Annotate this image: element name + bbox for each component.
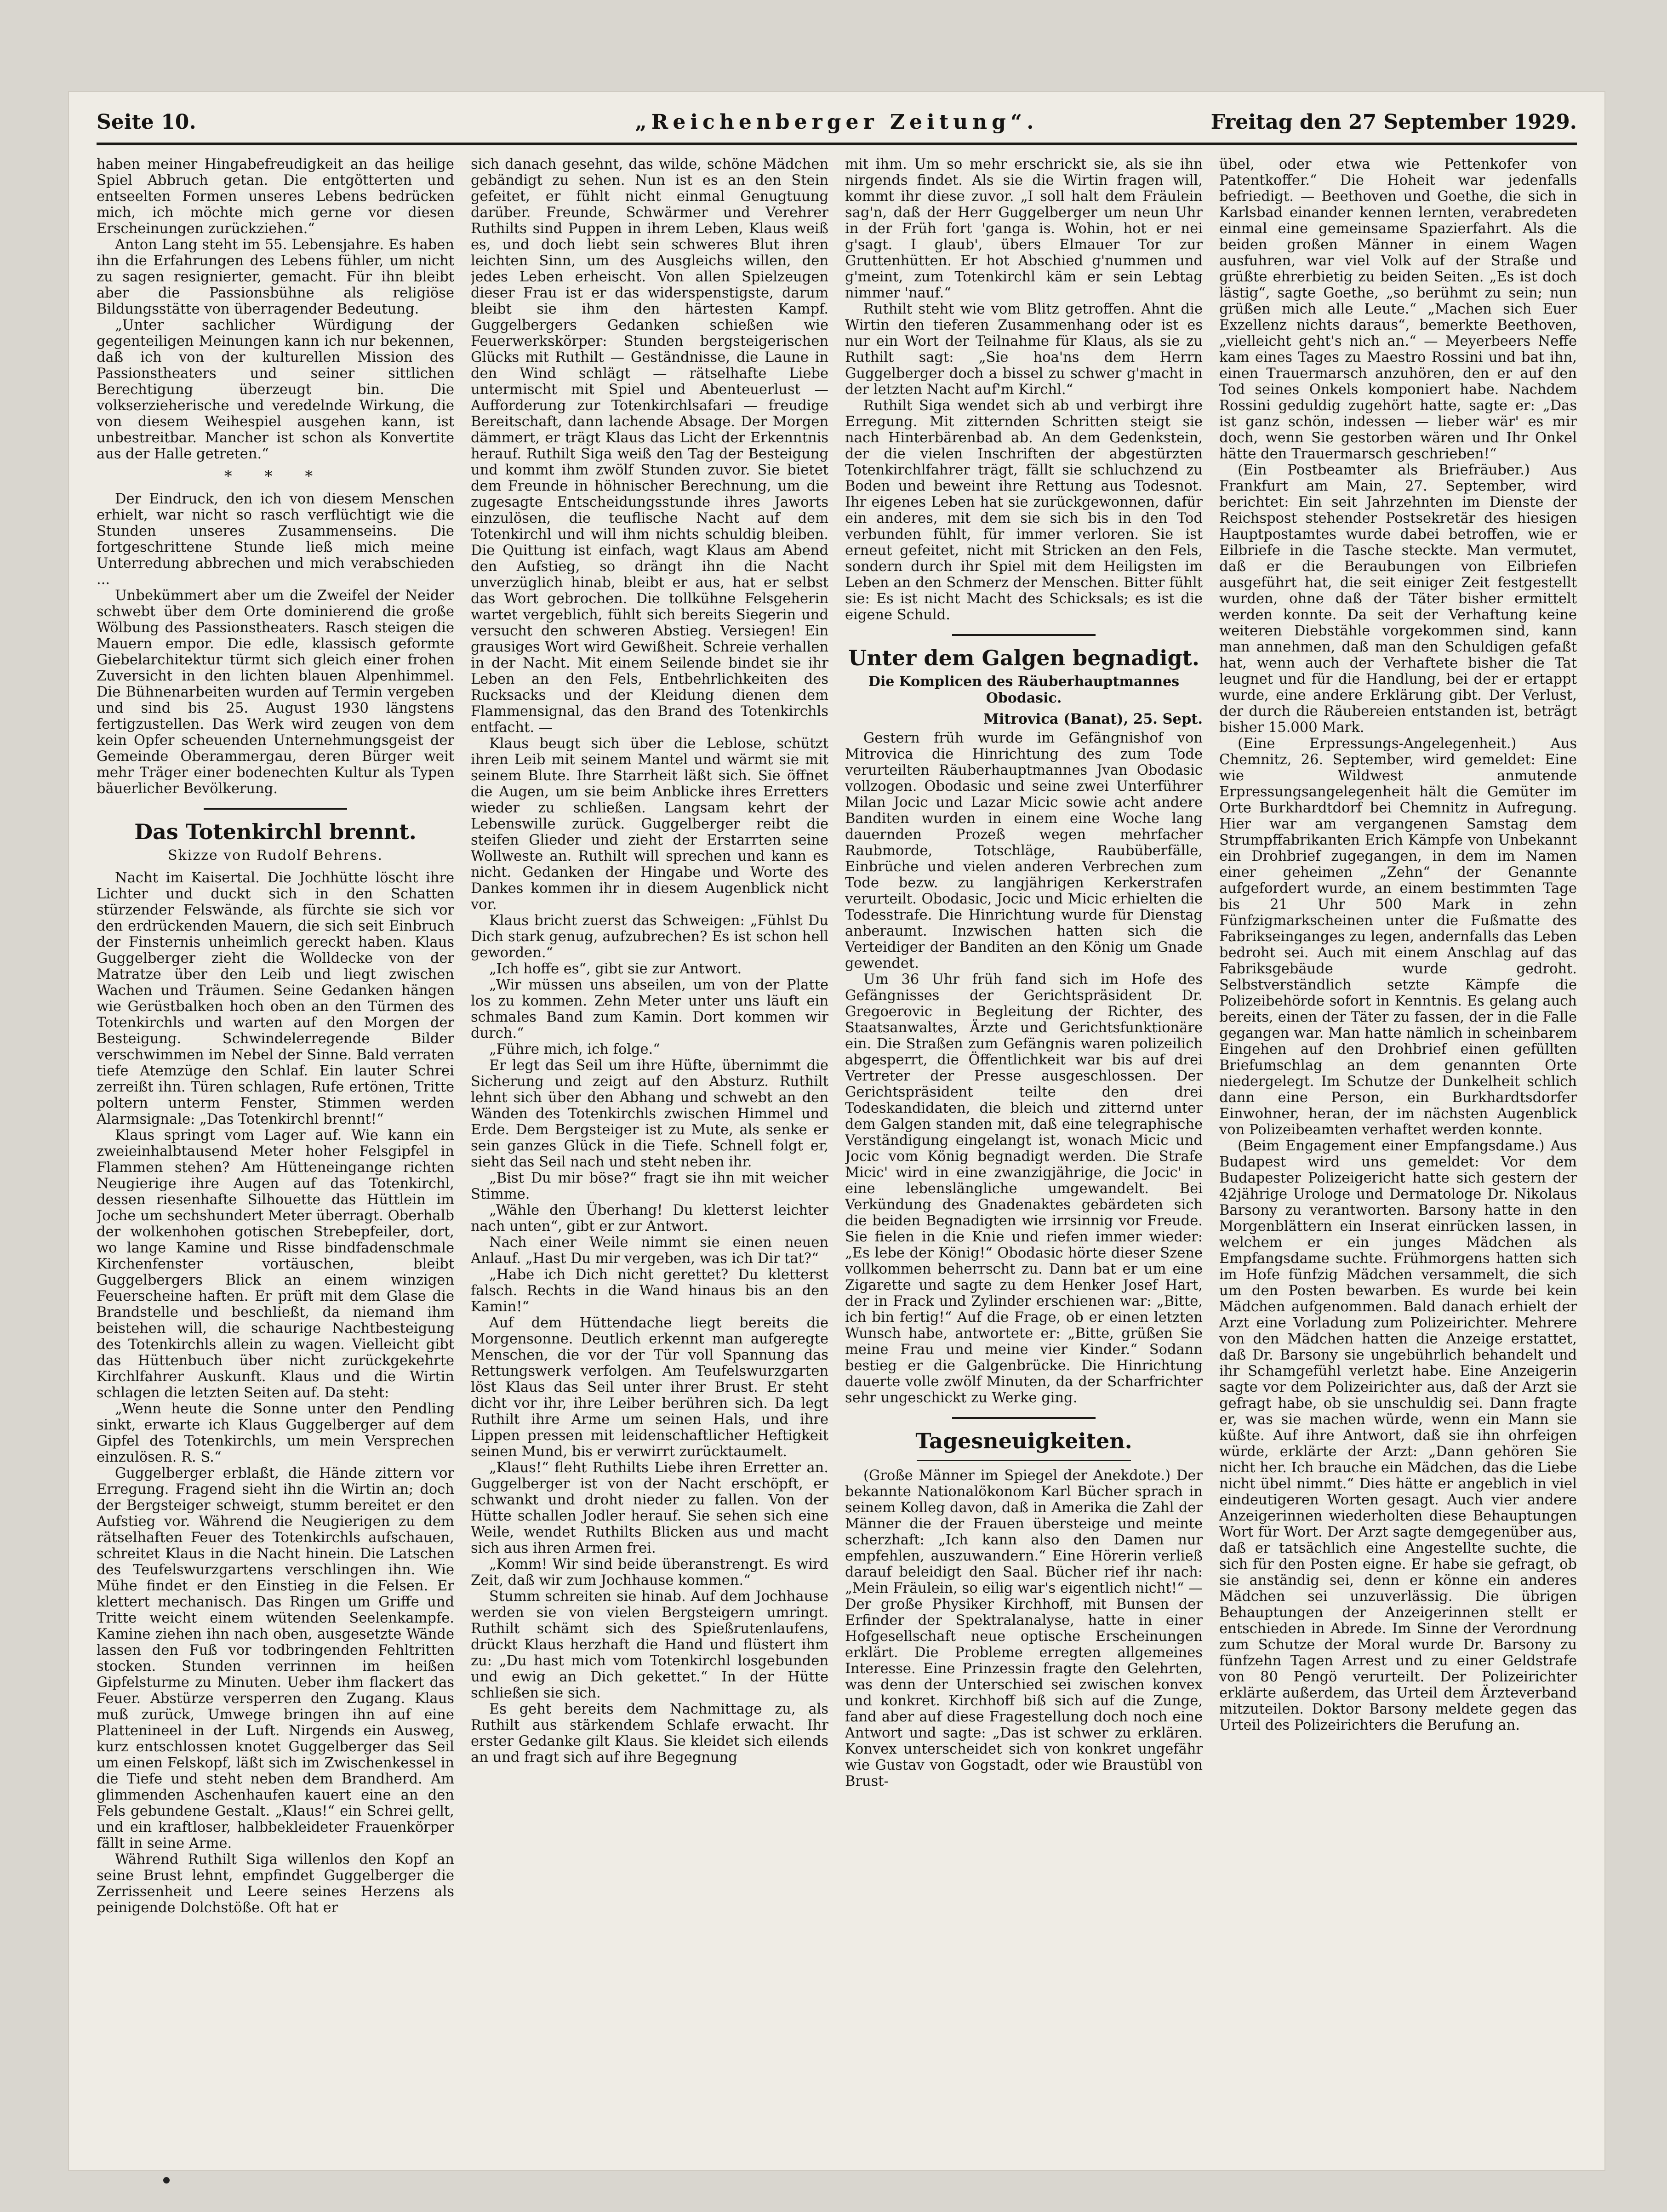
column-4 — [1219, 156, 1577, 2143]
paragraph: „Ich hoffe es“, gibt sie zur Antwort. — [489, 961, 742, 977]
article-separator — [952, 634, 1095, 636]
paragraph: haben meiner Hingabefreudigkeit an das heilige Spiel Abbruch getan. Die entgötterten und entseelten Formen unseres Lebens bedrücken mich, ich möchte mich gerne vor diesen Erscheinungen zurückziehen.“ — [97, 156, 454, 237]
paragraph: Klaus beugt sich über die Leblose, schützt ihren Leib mit seinem Mantel und wärmt sie mit seinem Blute. Ihre Starrheit läßt sich. Sie öffnet die Augen, um sie beim Anblicke ihres Erretters wieder zu schließen. Langsam kehrt der Lebenswille zurück. Guggelberger reibt die steifen Glieder und zieht der Erstarrten seine Wollweste an. Ruthilt will sprechen und kann es nicht. Gedanken der Hingabe und Worte des Dankes kommen ihr in diesem Augenblick nicht vor. — [471, 736, 828, 913]
paragraph: Anton Lang steht im 55. Lebensjahre. Es haben ihn die Erfahrungen des Lebens fühler, um nicht zu sagen resignierter, gemacht. Für ihn bleibt aber die Passionsbühne als religiöse Bildungsstätte von überragender Bedeutung. — [97, 237, 454, 317]
paragraph: „Klaus!“ fleht Ruthilts Liebe ihren Erretter an. Guggelberger ist von der Nacht erschöpft, er schwankt und droht nieder zu fallen. Von der Hütte schallen Jodler herauf. Sie sehen sich eine Weile, wendet Ruthilts Blicken aus und macht sich aus ihren Armen frei. — [471, 1460, 828, 1556]
title-underline — [917, 1460, 1131, 1461]
paragraph: sich danach gesehnt, das wilde, schöne Mädchen gebändigt zu sehen. Nun ist es an den Stein gefeitet, er fühlt nicht einmal Genugtuung darüber. Freunde, Schwärmer und Verehrer Ruthilts sind Puppen in ihrem Leben, Klaus weiß es, und doch liebt sein schweres Blut ihren leichten Sinn, um des Ausgleichs willen, den jedes Leben erheischt. Von allen Spielzeugen dieser Frau ist er das widerspenstigste, darum bleibt sie ihm den härtesten Kampf. Guggelbergers Gedanken schießen wie Feuerwerkskörper: Stunden bergsteigerischen Glücks mit Ruthilt — Geständnisse, die Laune in den Wind schlägt — rätselhafte Liebe untermischt mit Spiel und Abenteuerlust — Aufforderung zur Totenkirchlsafari — freudige Bereitschaft, dann lachende Absage. Der Morgen dämmert, er trägt Klaus das Licht der Erkenntnis herauf. Ruthilt Siga weiß den Tag der Besteigung und kommt ihm zwölf Stunden zuvor. Sie bietet dem Freunde in höhnischer Berechnung, um die zugesagte Entscheidungsstunde ihres Jaworts einzulösen, die teuflische Nacht auf dem Totenkirchl und will ihm nichts schuldig bleiben. Die Quittung ist einfach, wagt Klaus am Abend den Aufstieg, so drängt ihn die Nacht unverzüglich hinab, bleibt er aus, hat er selbst das Wort gebrochen. Die tollkühne Felsgeherin wartet vergeblich, fühlt sich bereits Siegerin und versucht den schweren Abstieg. Versiegen! Ein grausiges Wort wird Gewißheit. Schreie verhallen in der Nacht. Mit einem Seilende bindet sie ihr Leben an den Fels, Entbehrlichkeiten des Rucksacks und der Kleidung dienen dem Flammensignal, das den Brand des Totenkirchls entfacht. — — [471, 156, 828, 736]
paragraph: Er legt das Seil um ihre Hüfte, übernimmt die Sicherung und zeigt auf den Absturz. Ruthilt lehnt sich über den Abhang und schwebt an den Wänden des Totenkirchls zwischen Himmel und Erde. Dem Bergsteiger ist zu Mute, als senke er sein ganzes Glück in die Tiefe. Schnell folgt er, sieht das Seil nach und steht neben ihr. — [471, 1057, 828, 1170]
paragraph: „Unter sachlicher Würdigung der gegenteiligen Meinungen kann ich nur bekennen, daß ich von der kulturellen Mission des Passionstheaters und seiner sittlichen Berechtigung überzeugt bin. Die volkserzieherische und veredelnde Wirkung, die von diesem Weihespiel ausgehen kann, ist unbestreitbar. Mancher ist schon als Konvertite aus der Halle getreten.“ — [97, 317, 454, 462]
column-2 — [471, 156, 828, 2143]
paragraph: „Wenn heute die Sonne unter den Pendling sinkt, erwarte ich Klaus Guggelberger auf dem Gipfel des Totenkirchls, um mein Versprechen einzulösen. R. S.“ — [97, 1401, 454, 1465]
paragraph: (Große Männer im Spiegel der Anekdote.) Der bekannte Nationalökonom Karl Bücher sprach in seinem Kolleg davon, daß in Amerika die Zahl der Männer die der Frauen übersteige und meinte scherzhaft: „Ich kann also den Damen nur empfehlen, auszuwandern.“ Eine Hörerin verließ darauf beleidigt den Saal. Bücher rief ihr nach: „Mein Fräulein, so eilig war's eigentlich nicht!“ — Der große Physiker Kirchhoff, mit Bunsen der Erfinder der Spektralanalyse, hatte in einer Hofgesellschaft neue optische Erscheinungen erklärt. Die Probleme erregten allgemeines Interesse. Eine Prinzessin fragte den Gelehrten, was denn der Unterschied sei zwischen konvex und konkret. Kirchhoff biß sich auf die Zunge, fand aber auf diese Fragestellung doch noch eine Antwort und sagte: „Das ist schwer zu erklären. Konvex unterscheidet sich von konkret ungefähr wie Gustav von Gogstadt, oder wie Braustübl von Brust- — [845, 1468, 1203, 1789]
column-1 — [97, 156, 454, 2143]
section-title: Tagesneuigkeiten. — [915, 1429, 1132, 1453]
paragraph: Klaus bricht zuerst das Schweigen: „Fühlst Du Dich stark genug, aufzubrechen? Es ist schon hell geworden.“ — [471, 913, 828, 961]
paragraph: Während Ruthilt Siga willenlos den Kopf an seine Brust lehnt, empfindet Guggelberger die Zerrissenheit und Leere seines Herzens als peinigende Dolchstöße. Oft hat er — [97, 1852, 454, 1916]
paragraph: „Führe mich, ich folge.“ — [489, 1041, 660, 1057]
paragraph: „Komm! Wir sind beide überanstrengt. Es wird Zeit, daß wir zum Jochhause kommen.“ — [471, 1556, 828, 1589]
article-subtitle: Die Komplicen des Räuberhauptmannes Obodasic. — [868, 674, 1180, 706]
columns — [97, 156, 1577, 2143]
article-byline: Skizze von Rudolf Behrens. — [168, 847, 383, 863]
article-separator — [204, 808, 347, 810]
section-divider-stars: * * * — [224, 467, 327, 486]
paragraph: Stumm schreiten sie hinab. Auf dem Jochhause werden sie von vielen Bergsteigern umringt. Ruthilt schämt sich des Spießrutenlaufens, drückt Klaus herzhaft die Hand und flüstert ihm zu: „Du hast mich vom Totenkirchl losgebunden und ewig an Dich gekettet.“ In der Hütte schließen sie sich. — [471, 1589, 828, 1701]
paragraph: Um 36 Uhr früh fand sich im Hofe des Gefängnisses der Gerichtspräsident Dr. Gregoerovic in Begleitung der Richter, des Staatsanwaltes, Ärzte und Gerichtsfunktionäre ein. Die Straßen zum Gefängnis waren polizeilich abgesperrt, die Öffentlichkeit war bis auf drei Vertreter der Presse ausgeschlossen. Der Gerichtspräsident teilte den drei Todeskandidaten, die bleich und zitternd unter dem Galgen standen mit, daß eine telegraphische Verständigung eingelangt ist, wonach Micic und Jocic vom König begnadigt werden. Die Strafe Micic' wird in eine zwanzigjährige, die Jocic' in eine lebenslängliche umgewandelt. Bei Verkündung des Gnadenaktes gebärdeten sich die beiden Begnadigten wie irrsinnig vor Freude. Sie fielen in die Knie und riefen immer wieder: „Es lebe der König!“ Obodasic hörte dieser Szene vollkommen beherrscht zu. Dann bat er um eine Zigarette und sagte zu dem Henker Josef Hart, der in Frack und Zylinder erschienen war: „Bitte, ich bin fertig!“ Auf die Frage, ob er einen letzten Wunsch habe, antwortete er: „Bitte, grüßen Sie meine Frau und meine vier Kinder.“ Sodann bestieg er die Galgenbrücke. Die Hinrichtung dauerte volle zwölf Minuten, da der Scharfrichter sehr ungeschickt zu Werke ging. — [845, 972, 1203, 1406]
paragraph: Nach einer Weile nimmt sie einen neuen Anlauf. „Hast Du mir vergeben, was ich Dir tat?“ — [471, 1235, 828, 1267]
paragraph: Ruthilt steht wie vom Blitz getroffen. Ahnt die Wirtin den tieferen Zusammenhang oder ist es nur ein Wort der Teilnahme für Klaus, als sie zu Ruthilt sagt: „Sie hoa'ns dem Herrn Guggelberger doch a bissel zu schwer g'macht in der letzten Nacht auf'm Kirchl.“ — [845, 301, 1203, 398]
paragraph: (Beim Engagement einer Empfangsdame.) Aus Budapest wird uns gemeldet: Vor dem Budapester Polizeigericht hatte sich gestern der 42jährige Urologe und Dermatologe Dr. Nikolaus Barsony zu verantworten. Barsony hatte in den Morgenblättern ein Inserat einrücken lassen, in welchem er ein junges Mädchen als Empfangsdame suchte. Frühmorgens hatten sich im Hofe fünfzig Mädchen versammelt, die sich um den Posten bewarben. Es wurde bei kein Mädchen aufgenommen. Bald danach erhielt der Arzt eine Vorladung zum Polizeirichter. Mehrere von den Mädchen hatten die Anzeige erstattet, daß Dr. Barsony sie ungebührlich behandelt und ihr Schamgefühl verletzt habe. Eine Anzeigerin sagte vor dem Polizeirichter aus, daß der Arzt sie gefragt habe, ob sie unschuldig sei. Dann fragte er, was sie machen würde, wenn ein Mann sie küßte. Auf ihre Antwort, daß sie ihn ohrfeigen würde, erklärte der Arzt: „Dann gehören Sie nicht her. Ich brauche ein Mädchen, das die Liebe nicht übel nimmt.“ Dies hätte er angeblich in viel eindeutigeren Worten gesagt. Auch vier andere Anzeigerinnen wiederholten diese Behauptungen Wort für Wort. Der Arzt sagte demgegenüber aus, daß er tatsächlich eine Angestellte suchte, die sich für den Posten eigne. Er habe sie gefragt, ob sie anständig sei, denn er könne ein anderes Mädchen sei unzuverlässig. Die übrigen Behauptungen der Anzeigerinnen stellt er entschieden in Abrede. Im Sinne der Verordnung zum Schutze der Moral wurde Dr. Barsony zu fünfzehn Tagen Arrest und zu einer Geldstrafe von 80 Pengö verurteilt. Der Polizeirichter erklärte außerdem, das Urteil dem Ärzteverband mitzuteilen. Doktor Barsony meldete gegen das Urteil des Polizeirichters die Berufung an. — [1219, 1138, 1577, 1733]
newspaper-name: „Reichenberger Zeitung“. — [635, 110, 1039, 134]
article-dateline: Mitrovica (Banat), 25. Sept. — [983, 711, 1203, 727]
article-separator — [952, 1417, 1095, 1419]
paragraph: „Wähle den Überhang! Du kletterst leichter nach unten“, gibt er zur Antwort. — [471, 1202, 828, 1235]
paragraph: Der Eindruck, den ich von diesem Menschen erhielt, war nicht so rasch verflüchtigt wie die Stunden unseres Zusammenseins. Die fortgeschrittene Stunde ließ mich meine Unterredung abbrechen und mich verabschieden ... — [97, 491, 454, 588]
paragraph: übel, oder etwa wie Pettenkofer von Patentkoffer.“ Die Hoheit war jedenfalls befriedigt. — Beethoven und Goethe, die sich in Karlsbad einander kennen lernten, verabredeten einmal eine gemeinsame Spazierfahrt. Als die beiden großen Männer in einem Wagen ausfuhren, war viel Volk auf der Straße und grüßte ehrerbietig zu beiden Seiten. „Es ist doch lästig“, sagte Goethe, „so berühmt zu sein; nun grüßen mich alle Leute.“ „Machen sich Euer Exzellenz nichts daraus“, bemerkte Beethoven, „vielleicht geht's nich an.“ — Meyerbeers Neffe kam eines Tages zu Maestro Rossini und bat ihn, einen Trauermarsch anzuhören, den er auf den Tod seines Onkels komponiert habe. Nachdem Rossini geduldig zugehört hatte, sagte er: „Das ist ganz schön, indessen — lieber wär' es mir doch, wenn Sie gestorben wären und Ihr Onkel hätte den Trauermarsch geschrieben!“ — [1219, 156, 1577, 462]
paragraph: Klaus springt vom Lager auf. Wie kann ein zweieinhalbtausend Meter hoher Felsgipfel in Flammen stehen? Am Hütteneingange richten Neugierige ihre Augen auf das Totenkirchl, dessen riesenhafte Silhouette das Hüttlein im Joche um sechshundert Meter überragt. Oberhalb der wolkenhohen gotischen Strebepfeiler, dort, wo lange Kamine und Risse bindfadenschmale Kirchenfenster vortäuschen, bleibt Guggelbergers Blick an einem winzigen Feuerscheine haften. Er prüft mit dem Glase die Brandstelle und beschließt, da niemand ihm beistehen will, die schaurige Nachtbesteigung des Totenkirchls allein zu wagen. Vielleicht gibt das Hüttenbuch über nicht zurückgekehrte Kirchlfahrer Auskunft. Klaus und die Wirtin schlagen die letzten Seiten auf. Da steht: — [97, 1127, 454, 1401]
paragraph: „Wir müssen uns abseilen, um von der Platte los zu kommen. Zehn Meter unter uns läuft ein schmales Band zum Kamin. Dort kommen wir durch.“ — [471, 977, 828, 1041]
page-header — [97, 110, 1577, 147]
paragraph: Auf dem Hüttendache liegt bereits die Morgensonne. Deutlich erkennt man aufgeregte Menschen, die vor der Tür voll Spannung das Rettungswerk verfolgen. Am Teufelswurzgarten löst Klaus das Seil unter ihrer Brust. Er steht dicht vor ihr, ihre Leiber berühren sich. Da legt Ruthilt ihre Arme um seinen Hals, und ihre Lippen pressen mit leidenschaftlicher Heftigkeit seinen Mund, bis er verwirrt zurücktaumelt. — [471, 1315, 828, 1460]
paragraph: Guggelberger erblaßt, die Hände zittern vor Erregung. Fragend sieht ihn die Wirtin an; doch der Bergsteiger schweigt, stumm bereitet er den Aufstieg vor. Während die Neugierigen zu dem rätselhaften Feuer des Totenkirchls aufschauen, schreitet Klaus in die Nacht hinein. Die Latschen des Teufelswurzgartens verschlingen ihn. Wie Mühe findet er den Einstieg in die Felsen. Er klettert mechanisch. Das Ringen um Griffe und Tritte weicht einem wütenden Seelenkampfe. Kamine ziehen ihn nach oben, ausgesetzte Wände lassen den Fuß vor todbringenden Fehltritten stocken. Stunden verrinnen im heißen Gipfelsturme zu Minuten. Ueber ihm flackert das Feuer. Abstürze versperren den Zugang. Klaus muß zurück, Umwege bringen ihn auf eine Plattenineel in der Luft. Nirgends ein Ausweg, kurz entschlossen knotet Guggelberger das Seil um einen Felskopf, läßt sich im Zwischenkessel in die Tiefe und steht neben dem Brandherd. Am glimmenden Aschenhaufen kauert eine an den Fels gebundene Gestalt. „Klaus!“ ein Schrei gellt, und ein kraftloser, halbbekleideter Frauenkörper fällt in seine Arme. — [97, 1465, 454, 1852]
paragraph: Es geht bereits dem Nachmittage zu, als Ruthilt aus stärkendem Schlafe erwacht. Ihr erster Gedanke gilt Klaus. Sie kleidet sich eilends an und fragt sich auf ihre Begegnung — [471, 1701, 828, 1766]
paragraph: Nacht im Kaisertal. Die Jochhütte löscht ihre Lichter und duckt sich in den Schatten stürzender Felswände, als fürchte sie sich vor den erdrückenden Mauern, die sich seit Einbruch der Finsternis unheimlich gereckt haben. Klaus Guggelberger zieht die Wolldecke von der Matratze über den Leib und liegt zwischen Wachen und Träumen. Seine Gedanken hängen wie Gerüstbalken hoch oben an den Türmen des Totenkirchls und warten auf den Morgen der Besteigung. Schwindelerregende Bilder verschwimmen im Nebel der Sinne. Bald verraten tiefe Atemzüge den Schlaf. Ein lauter Schrei zerreißt ihn. Türen schlagen, Rufe ertönen, Tritte poltern unterm Fenster, Stimmen werden Alarmsignale: „Das Totenkirchl brennt!“ — [97, 870, 454, 1127]
paragraph: mit ihm. Um so mehr erschrickt sie, als sie ihn nirgends findet. Als sie die Wirtin fragen will, kommt ihr diese zuvor. „I soll halt dem Fräulein sag'n, daß der Herr Guggelberger um neun Uhr in der Früh fort 'ganga is. Wohin, hot er nei g'sagt. I glaub', übers Elmauer Tor zur Gruttenhütten. Er hot Abschied g'nummen und g'meint, zum Totenkirchl käm er sein Lebtag nimmer 'nauf.“ — [845, 156, 1203, 301]
paragraph: Ruthilt Siga wendet sich ab und verbirgt ihre Erregung. Mit zitternden Schritten steigt sie nach Hinterbärenbad ab. An dem Gedenkstein, der die vielen Inschriften der abgestürzten Totenkirchlfahrer trägt, fällt sie schluchzend zu Boden und beweint ihre Rettung aus Todesnot. Ihr eigenes Leben hat sie zurückgewonnen, dafür ein anderes, mit dem sie sich bis in den Tod verbunden fühlt, für immer verloren. Sie ist erneut gefeitet, nicht mit Stricken an den Fels, sondern durch ihr Spiel mit dem Heiligsten im Leben an den Schmerz der Menschen. Bitter fühlt sie: Es ist nicht Macht des Schicksals; es ist die eigene Schuld. — [845, 398, 1203, 623]
article-title: Das Totenkirchl brennt. — [134, 819, 417, 844]
scan-dot — [163, 2177, 170, 2183]
newspaper-page — [69, 92, 1604, 2170]
paragraph: „Habe ich Dich nicht gerettet? Du kletterst falsch. Rechts in die Wand hinaus bis an den Kamin!“ — [471, 1267, 828, 1315]
page-number: Seite 10. — [97, 110, 196, 134]
header-rule — [97, 143, 1577, 145]
paragraph: Unbekümmert aber um die Zweifel der Neider schwebt über dem Orte dominierend die große Wölbung des Passionstheaters. Rasch steigen die Mauern empor. Die edle, klassisch geformte Giebelarchitektur türmt sich gleich einer frohen Zuversicht in den lichten blauen Alpenhimmel. Die Bühnenarbeiten wurden auf Termin vergeben und sind bis 25. August 1930 längstens fertigzustellen. Das Werk wird zeugen von dem kein Opfer scheuenden Unternehmungsgeist der Gemeinde Oberammergau, deren Bürger weit mehr Träger einer bodenechten Kultur als Typen bäuerlicher Bevölkerung. — [97, 588, 454, 797]
paragraph: Gestern früh wurde im Gefängnishof von Mitrovica die Hinrichtung des zum Tode verurteilten Räuberhauptmannes Jvan Obodasic vollzogen. Obodasic und seine zwei Unterführer Milan Jocic und Lazar Micic sowie acht andere Banditen wurden in einem eine Woche lang dauernden Prozeß wegen mehrfacher Raubmorde, Totschläge, Raubüberfälle, Einbrüche und vielen anderen Verbrechen zum Tode bezw. zu langjährigen Kerkerstrafen verurteilt. Obodasic, Jocic und Micic erhielten die Todesstrafe. Die Hinrichtung wurde für Dienstag anberaumt. Inzwischen hatten sich die Verteidiger der Banditen an den König um Gnade gewendet. — [845, 730, 1203, 972]
issue-date: Freitag den 27 September 1929. — [1210, 110, 1577, 134]
paragraph: (Eine Erpressungs-Angelegenheit.) Aus Chemnitz, 26. September, wird gemeldet: Eine wie Wildwest anmutende Erpressungsangelegenheit hält die Gemüter im Orte Burkhardtdorf bei Chemnitz in Aufregung. Hier war am vergangenen Samstag dem Strumpffabrikanten Erich Kämpfe von Unbekannt ein Drohbrief zugegangen, in dem im Namen einer geheimen „Zehn“ der Genannte aufgefordert wurde, an einem bestimmten Tage bis 21 Uhr 500 Mark in zehn Fünfzigmarkscheinen unter die Fußmatte des Fabrikseinganges zu legen, andernfalls das Leben bedroht sei. Auch mit einem Anschlag auf das Fabriksgebäude wurde gedroht. Selbstverständlich setzte Kämpfe die Polizeibehörde sofort in Kenntnis. Es gelang auch bereits, einen der Täter zu fassen, der in die Falle gegangen war. Man hatte nämlich in scheinbarem Eingehen auf den Drohbrief einen gefüllten Briefumschlag an dem genannten Orte niedergelegt. Im Schutze der Dunkelheit schlich dann eine Person, ein Burkhardtsdorfer Einwohner, heran, der im nächsten Augenblick von Polizeibeamten verhaftet werden konnte. — [1219, 736, 1577, 1138]
article-title: Unter dem Galgen begnadigt. — [848, 646, 1199, 670]
paragraph: (Ein Postbeamter als Briefräuber.) Aus Frankfurt am Main, 27. September, wird berichtet: Ein seit Jahrzehnten im Dienste der Reichspost stehender Postsekretär des hiesigen Hauptpostamtes wurde dabei betroffen, wie er Eilbriefe in die Tasche steckte. Man vermutet, daß er die Beraubungen von Eilbriefen ausgeführt hat, die seit einiger Zeit festgestellt wurden, ohne daß der Täter bisher ermittelt werden konnte. Da seit der Verhaftung keine weiteren Diebstähle vorgekommen sind, kann man annehmen, daß man den Schuldigen gefaßt hat, wenn auch der Verhaftete bisher die Tat leugnet und für die Handlung, bei der er ertappt wurde, eine andere Erklärung gibt. Der Verlust, der durch die Räubereien entstanden ist, beträgt bisher 15.000 Mark. — [1219, 462, 1577, 736]
paragraph: „Bist Du mir böse?“ fragt sie ihn mit weicher Stimme. — [471, 1170, 828, 1202]
column-3 — [845, 156, 1203, 2143]
